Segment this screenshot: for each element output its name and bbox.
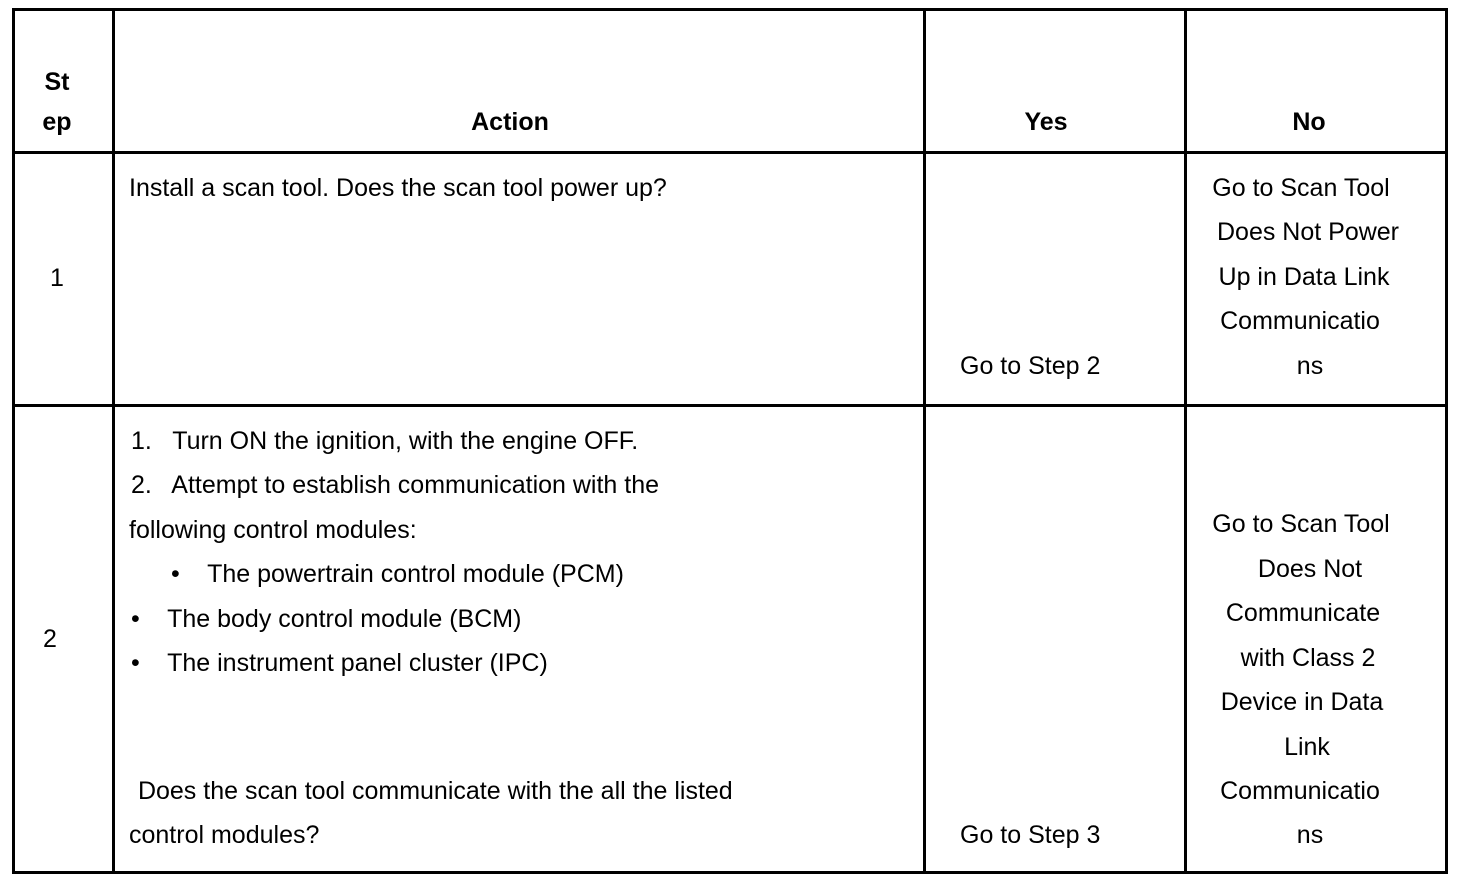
- row2-yes: Go to Step 3: [960, 821, 1101, 849]
- row2-action-line: control modules?: [129, 821, 320, 849]
- row2-no-line: Does Not: [1257, 555, 1363, 583]
- row2-action-line: • The instrument panel cluster (IPC): [131, 649, 548, 677]
- row2-action-line: 1. Turn ON the ignition, with the engine OFF.: [131, 427, 639, 455]
- header-yes: Yes: [1024, 108, 1068, 136]
- row-divider-header: [15, 151, 1445, 154]
- row2-action-line: Does the scan tool communicate with the all the listed: [131, 777, 733, 805]
- header-action: Action: [471, 108, 549, 136]
- row1-no-line: Does Not Power: [1216, 218, 1400, 246]
- header-step-line2: ep: [42, 108, 72, 136]
- row1-no-line: ns: [1296, 352, 1324, 380]
- row2-no-line: Communicatio: [1220, 777, 1380, 805]
- row2-no-line: Communicate: [1225, 599, 1381, 627]
- row2-no-line: Device in Data: [1220, 688, 1384, 716]
- row2-no-line: ns: [1296, 821, 1324, 849]
- row2-no-line: Go to Scan Tool: [1212, 510, 1390, 538]
- row1-no-line: Go to Scan Tool: [1212, 174, 1390, 202]
- row2-no-line: Link: [1284, 733, 1330, 761]
- row2-action-line: following control modules:: [129, 516, 417, 544]
- row2-action-line: • The body control module (BCM): [131, 605, 522, 633]
- row1-no-line: Up in Data Link: [1218, 263, 1390, 291]
- header-step-line1: St: [44, 68, 70, 96]
- row2-action-line: 2. Attempt to establish communication with the: [131, 471, 660, 499]
- row2-no-line: with Class 2: [1240, 644, 1376, 672]
- row2-action-line: • The powertrain control module (PCM): [171, 560, 624, 588]
- row2-step: 2: [43, 625, 57, 653]
- row-divider-1: [15, 404, 1445, 407]
- row1-step: 1: [50, 264, 64, 292]
- header-no: No: [1292, 108, 1326, 136]
- row1-yes: Go to Step 2: [960, 352, 1101, 380]
- row1-no-line: Communicatio: [1220, 307, 1380, 335]
- row1-action-line: Install a scan tool. Does the scan tool power up?: [129, 174, 667, 202]
